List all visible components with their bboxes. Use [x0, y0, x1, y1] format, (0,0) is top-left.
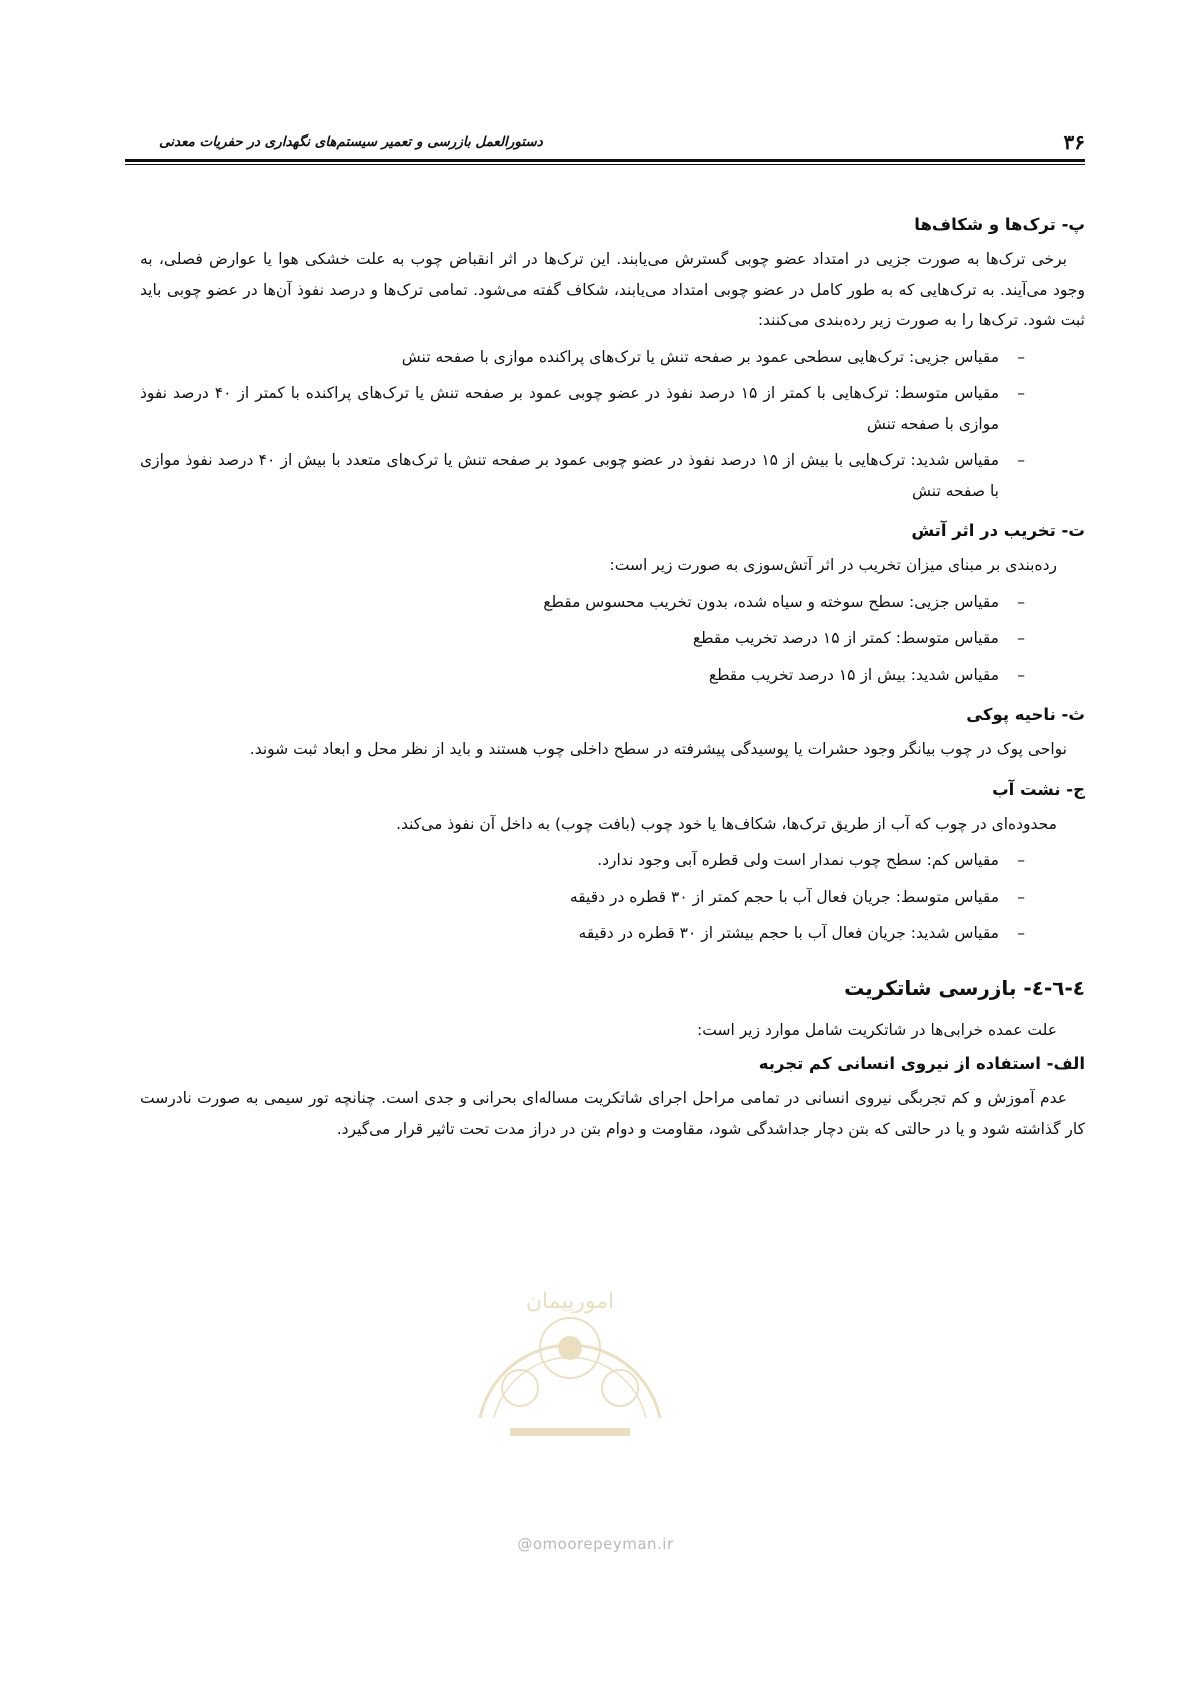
list-item: – مقیاس متوسط: جریان فعال آب با حجم کمتر از ۳۰ قطره در دقیقه: [140, 882, 1025, 913]
running-title: دستورالعمل بازرسی و تعمیر سیستم‌های نگهداری در حفریات معدنی: [159, 134, 543, 150]
section-heading-shotcrete: ٤-٦-٤- بازرسی شاتکریت: [844, 975, 1085, 1000]
section-heading-leak: ج- نشت آب: [992, 779, 1085, 799]
page-content: [140, 210, 1085, 1144]
section-heading-rot: ث- ناحیه پوکی: [966, 705, 1085, 724]
bullet-list-cracks: [140, 342, 1085, 507]
page-number: ۳۶: [1063, 130, 1085, 154]
section-intro-shotcrete: علت عمده خرابی‌ها در شاتکریت شامل موارد زیر است:: [697, 1020, 1057, 1039]
list-item: – مقیاس جزیی: ترک‌هایی سطحی عمود بر صفحه تنش یا ترک‌های پراکنده موازی با صفحه تنش: [140, 342, 1025, 373]
section-intro-fire: رده‌بندی بر مبنای میزان تخریب در اثر آتش‌سوزی به صورت زیر است:: [609, 556, 1057, 574]
list-item: – مقیاس شدید: جریان فعال آب با حجم بیشتر از ۳۰ قطره در دقیقه: [140, 918, 1025, 949]
watermark-logo: [450, 1268, 690, 1463]
list-item: – مقیاس متوسط: کمتر از ۱۵ درصد تخریب مقطع: [140, 623, 1025, 654]
list-item: – مقیاس شدید: بیش از ۱۵ درصد تخریب مقطع: [140, 660, 1025, 691]
section-text-rot: نواحی پوک در چوب بیانگر وجود حشرات یا پوسیدگی پیشرفته در سطح داخلی چوب هستند و باید از نظر محل و ابعاد ثبت شوند.: [249, 740, 1067, 758]
list-item: – مقیاس جزیی: سطح سوخته و سیاه شده، بدون تخریب محسوس مقطع: [140, 587, 1025, 618]
watermark-logo-text: امورپیمان: [525, 1289, 615, 1314]
bullet-list-leak: [140, 845, 1085, 949]
header-rule-thick: [125, 159, 1085, 162]
section-heading-cracks: پ- ترک‌ها و شکاف‌ها: [914, 215, 1085, 234]
section-intro-leak: محدوده‌ای در چوب که آب از طریق ترک‌ها، شکاف‌ها یا خود چوب (بافت چوب) به داخل آن نفوذ می‌کند.: [396, 814, 1057, 833]
section-intro-cracks: برخی ترک‌ها به صورت جزیی در امتداد عضو چوبی گسترش می‌یابند. این ترک‌ها در اثر انقباض چوب به علت خشکی هوا یا عوارض فصلی، به وجود می‌آیند. به ترک‌هایی که به طور کامل در عضو چوبی امتداد می‌یابند، شکاف گفته می‌شود. تمامی ترک‌ها و درصد نفوذ آن‌ها در عضو چوبی باید ثبت شود. ترک‌ها را به صورت زیر رده‌بندی می‌کنند:: [140, 250, 1085, 329]
list-item: – مقیاس کم: سطح چوب نمدار است ولی قطره آبی وجود ندارد.: [140, 845, 1025, 876]
sub-heading-inexperienced-labor: الف- استفاده از نیروی انسانی کم تجربه: [758, 1054, 1085, 1073]
watermark-site: @omoorepeyman.ir: [517, 1535, 674, 1553]
list-item: – مقیاس متوسط: ترک‌هایی با کمتر از ۱۵ درصد نفوذ در عضو چوبی عمود بر صفحه تنش یا ترک‌های پراکنده با کمتر از ۴۰ درصد نفوذ موازی با صفحه تنش: [140, 378, 1025, 439]
header-rule-thin: [125, 164, 1085, 165]
list-item: – مقیاس شدید: ترک‌هایی با بیش از ۱۵ درصد نفوذ در عضو چوبی عمود بر صفحه تنش یا ترک‌های متعدد با بیش از ۴۰ درصد نفوذ موازی با صفحه تنش: [140, 445, 1025, 506]
bullet-list-fire: [140, 587, 1085, 691]
section-heading-fire: ت- تخریب در اثر آتش: [911, 521, 1085, 540]
page-header: [125, 126, 1085, 162]
section-text-shotcrete: عدم آموزش و کم تجربگی نیروی انسانی در تمامی مراحل اجرای شاتکریت مساله‌ای بحرانی و جدی است. چنانچه تور سیمی به صورت نادرست کار گذاشته شود و یا در حالتی که بتن دچار جداشدگی شود، مقاومت و دوام بتن در دراز مدت تحت تاثیر قرار می‌گیرد.: [140, 1089, 1085, 1138]
